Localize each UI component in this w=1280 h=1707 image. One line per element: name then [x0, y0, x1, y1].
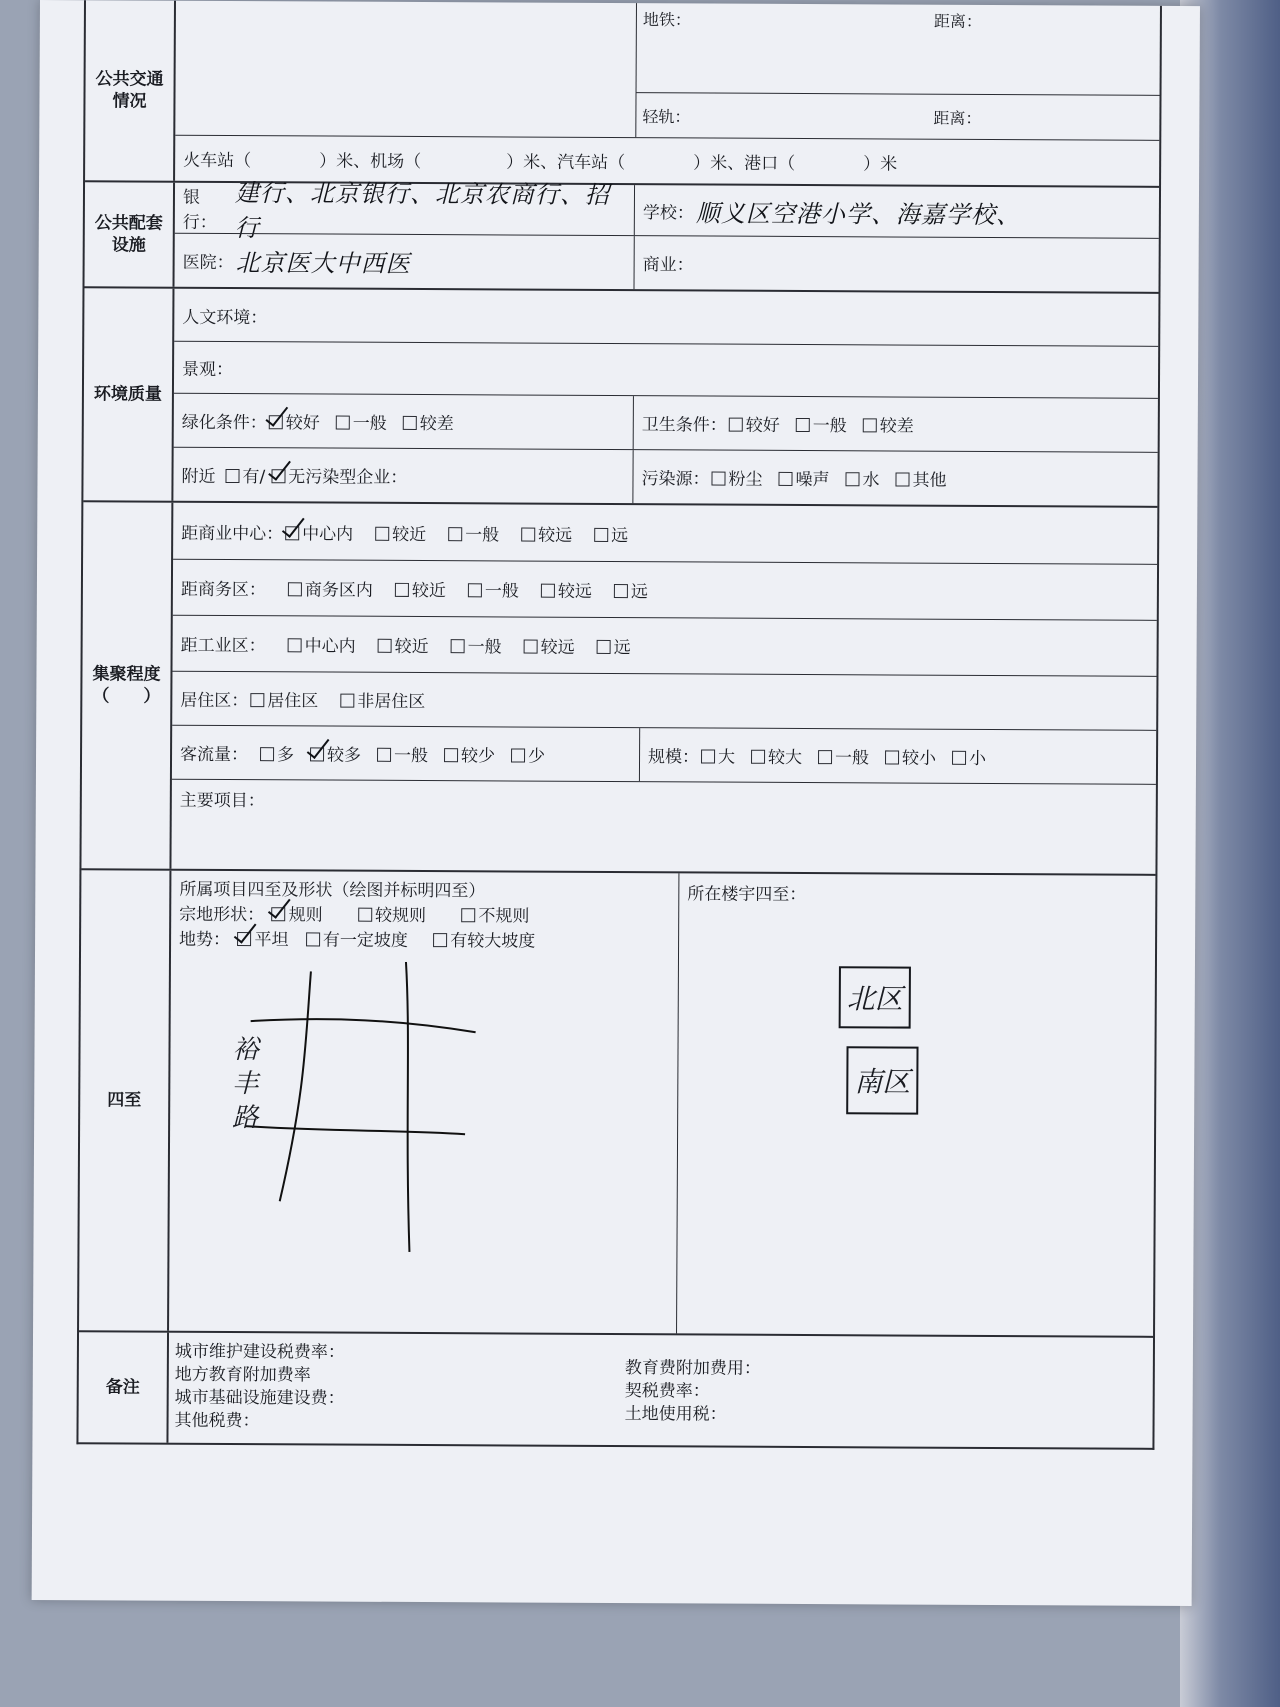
scale-larger-label: 较大 — [767, 747, 803, 769]
hygiene-average-checkbox[interactable] — [796, 418, 810, 432]
survey-table — [76, 0, 1162, 1450]
scale-large-label: 大 — [717, 747, 736, 768]
remark-other-tax: 其他税费： — [174, 1410, 260, 1432]
ind-near-checkbox[interactable] — [378, 639, 392, 653]
ind-very-far-checkbox[interactable] — [597, 640, 611, 654]
scale-label: 规模： — [647, 747, 700, 768]
traffic-less-label: 较少 — [460, 746, 496, 767]
remark-deed-tax: 契税费率： — [624, 1381, 710, 1402]
remark-land-use-tax: 土地使用税： — [624, 1404, 727, 1425]
bd-average-label: 一般 — [484, 581, 519, 602]
north-building: 北区 — [839, 966, 911, 1028]
shape-fairly-regular-label: 较规则 — [374, 905, 427, 927]
shape-irregular-checkbox[interactable] — [461, 908, 475, 922]
scale-average-label: 一般 — [834, 748, 870, 769]
shape-label: 宗地形状： — [179, 904, 265, 926]
ind-average-checkbox[interactable] — [451, 639, 465, 653]
bank-label: 银行： — [182, 187, 217, 233]
hygiene-good-checkbox[interactable] — [729, 418, 743, 432]
residential-label: 居住区： — [180, 690, 249, 712]
commerce-label: 商业： — [642, 255, 694, 276]
remark-infrastructure-fee: 城市基础设施建设费： — [174, 1387, 345, 1409]
building-title: 所在楼宇四至： — [687, 884, 807, 906]
terrain-flat-checkbox[interactable] — [237, 932, 251, 946]
shape-regular-checkbox[interactable] — [272, 907, 286, 921]
environment-label: 环境质量 — [83, 288, 174, 500]
shape-regular-label: 规则 — [288, 905, 323, 926]
scale-small-checkbox[interactable] — [952, 751, 966, 765]
project-title: 所属项目四至及形状（绘图并标明四至） — [179, 879, 486, 902]
bd-very-far-label: 远 — [630, 582, 648, 603]
building-sketch-area — [677, 873, 1155, 1335]
facilities-label: 公共配套 设施 — [85, 182, 176, 286]
traffic-average-label: 一般 — [393, 745, 429, 767]
shape-fairly-regular-checkbox[interactable] — [358, 908, 372, 922]
pollution-noise-label: 噪声 — [795, 469, 830, 491]
traffic-more-checkbox[interactable] — [310, 747, 324, 761]
nearby-none-label: 无污染型企业： — [288, 467, 408, 488]
facilities-row — [85, 180, 1160, 292]
school-label: 学校： — [642, 202, 694, 223]
remark-local-edu: 地方教育附加费率 — [174, 1364, 311, 1386]
remarks-row — [78, 1330, 1153, 1448]
scale-smaller-checkbox[interactable] — [885, 750, 899, 764]
bd-average-checkbox[interactable] — [468, 583, 482, 597]
pollution-water-checkbox[interactable] — [845, 472, 859, 486]
pollution-dust-checkbox[interactable] — [711, 472, 725, 486]
transport-row — [85, 0, 1160, 186]
terrain-label: 地势： — [179, 929, 231, 951]
pollution-dust-label: 粉尘 — [728, 469, 763, 490]
cc-far-label: 较远 — [538, 525, 573, 546]
hygiene-poor-label: 较差 — [879, 416, 914, 437]
hospital-label: 医院： — [182, 252, 234, 274]
sketch-road-east — [404, 962, 411, 1252]
scale-average-checkbox[interactable] — [818, 750, 832, 764]
cc-near-checkbox[interactable] — [375, 526, 389, 540]
cc-inside-checkbox[interactable] — [285, 526, 299, 540]
bd-near-checkbox[interactable] — [395, 583, 409, 597]
agglomeration-row — [81, 500, 1157, 874]
ind-inside-checkbox[interactable] — [288, 638, 302, 652]
subway-distance-label: 距离： — [933, 11, 982, 31]
hygiene-label: 卫生条件： — [641, 415, 727, 436]
res-no-label: 非居住区 — [357, 691, 426, 713]
sketch-road-west — [280, 971, 311, 1201]
shape-irregular-label: 不规则 — [478, 906, 530, 927]
bd-inside-checkbox[interactable] — [288, 582, 302, 596]
cc-far-checkbox[interactable] — [521, 527, 535, 541]
ind-far-label: 较远 — [540, 637, 575, 658]
paper-form — [32, 0, 1200, 1606]
main-projects-label: 主要项目： — [179, 790, 265, 812]
hospital-value: 北京医大中西医 — [235, 249, 411, 278]
bd-far-label: 较远 — [557, 581, 592, 602]
landscape-label: 景观： — [182, 359, 234, 381]
terrain-flat-label: 平坦 — [254, 930, 289, 951]
greening-poor-checkbox[interactable] — [403, 416, 417, 430]
traffic-more-label: 较多 — [326, 745, 362, 766]
terrain-steep-slope-label: 有较大坡度 — [450, 931, 536, 952]
pollution-other-label: 其他 — [912, 470, 947, 491]
ind-inside-label: 中心内 — [304, 636, 356, 657]
bd-far-checkbox[interactable] — [541, 584, 555, 598]
traffic-many-checkbox[interactable] — [260, 747, 274, 761]
nearby-label: 附近 — [181, 466, 216, 487]
stations-line: 火车站（ ）米、机场（ ）米、汽车站（ ）米、港口（ ）米 — [183, 150, 898, 175]
res-yes-label: 居住区 — [267, 691, 319, 712]
cc-average-checkbox[interactable] — [448, 527, 462, 541]
pollution-noise-checkbox[interactable] — [778, 472, 792, 486]
sketch-road-label: 裕丰路 — [232, 1035, 259, 1134]
res-no-checkbox[interactable] — [340, 694, 354, 708]
ind-average-label: 一般 — [467, 637, 502, 658]
commerce-center-label: 距商业中心： — [181, 523, 284, 544]
agglomeration-label: 集聚程度 （ ） — [81, 502, 173, 868]
cc-near-label: 较近 — [392, 524, 427, 545]
hygiene-good-label: 较好 — [745, 415, 780, 436]
terrain-some-slope-label: 有一定坡度 — [322, 930, 408, 951]
pollution-other-checkbox[interactable] — [895, 472, 909, 486]
sketch-road-south — [245, 1126, 465, 1134]
traffic-label: 客流量： — [179, 744, 249, 766]
environment-row — [83, 286, 1158, 506]
res-yes-checkbox[interactable] — [250, 693, 264, 707]
greening-label: 绿化条件： — [181, 412, 267, 434]
traffic-few-label: 少 — [527, 746, 546, 767]
boundaries-label: 四至 — [79, 870, 171, 1330]
sketch-road-north — [251, 1019, 476, 1032]
cc-inside-label: 中心内 — [302, 523, 354, 545]
subway-label: 地铁： — [642, 10, 691, 30]
terrain-some-slope-checkbox[interactable] — [306, 932, 320, 946]
traffic-many-label: 多 — [276, 745, 295, 766]
scale-small-label: 小 — [968, 748, 987, 769]
school-value: 顺义区空港小学、海嘉学校、 — [695, 198, 1021, 229]
scale-larger-checkbox[interactable] — [751, 750, 765, 764]
nearby-none-checkbox[interactable] — [271, 469, 285, 483]
greening-poor-label: 较差 — [419, 413, 454, 435]
scale-smaller-label: 较小 — [901, 748, 937, 769]
light-rail-label: 轻轨： — [642, 106, 691, 126]
bd-inside-label: 商务区内 — [304, 580, 373, 601]
cc-very-far-label: 远 — [611, 525, 629, 546]
light-rail-distance-label: 距离： — [933, 108, 982, 128]
remark-urban-tax: 城市维护建设税费率： — [174, 1341, 345, 1363]
hygiene-average-label: 一般 — [812, 416, 847, 437]
culture-label: 人文环境： — [182, 307, 268, 328]
greening-average-checkbox[interactable] — [336, 416, 350, 430]
boundaries-row — [79, 868, 1155, 1336]
scale-large-checkbox[interactable] — [701, 749, 715, 763]
pollution-water-label: 水 — [862, 470, 880, 491]
traffic-few-checkbox[interactable] — [511, 748, 525, 762]
ind-near-label: 较近 — [394, 636, 429, 658]
industrial-label: 距工业区： — [180, 635, 266, 657]
greening-average-label: 一般 — [352, 413, 387, 434]
remark-edu-surcharge: 教育费附加费用： — [624, 1358, 761, 1379]
cc-average-label: 一般 — [465, 524, 500, 545]
bank-value: 建行、北京银行、北京农商行、招行 — [234, 179, 610, 243]
business-district-label: 距商务区： — [180, 579, 266, 601]
traffic-average-checkbox[interactable] — [377, 748, 391, 762]
ind-far-checkbox[interactable] — [524, 640, 538, 654]
nearby-has-checkbox[interactable] — [225, 469, 239, 483]
remarks-label: 备注 — [78, 1332, 169, 1442]
traffic-less-checkbox[interactable] — [444, 748, 458, 762]
cc-very-far-checkbox[interactable] — [594, 527, 608, 541]
terrain-steep-slope-checkbox[interactable] — [433, 933, 447, 947]
ind-very-far-label: 远 — [613, 638, 631, 659]
greening-good-label: 较好 — [285, 413, 320, 434]
project-sketch-area — [169, 871, 679, 1334]
hygiene-poor-checkbox[interactable] — [863, 418, 877, 432]
nearby-has-label: 有/ — [242, 467, 266, 488]
bd-near-label: 较近 — [411, 580, 446, 602]
bd-very-far-checkbox[interactable] — [614, 584, 628, 598]
south-building: 南区 — [846, 1046, 918, 1114]
pollution-label: 污染源： — [641, 469, 710, 490]
transport-label: 公共交通 情况 — [85, 0, 176, 180]
greening-good-checkbox[interactable] — [269, 415, 283, 429]
